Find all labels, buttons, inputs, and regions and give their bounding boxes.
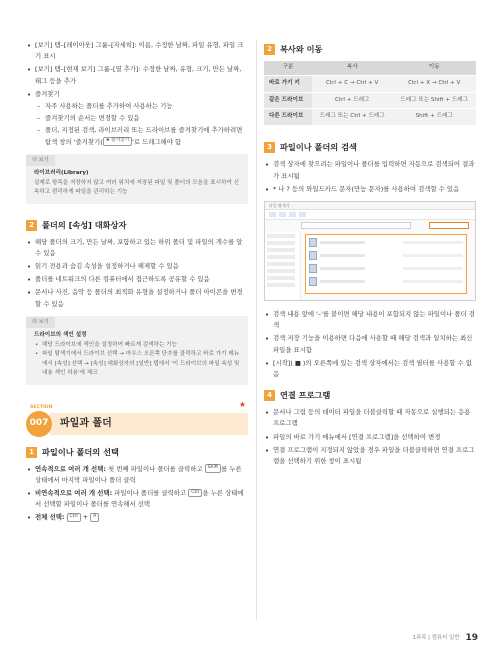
search-results [305, 234, 467, 294]
shift-key: Shift [205, 464, 221, 473]
left-column [26, 40, 248, 526]
dash-item: – 자주 사용하는 폴더를 추가하여 사용하는 기능 [35, 101, 248, 112]
bullet-item: • 검색 저장 기능을 이용하면 다음에 사용할 때 해당 검색과 일치하는 최신 파일을 표시함 [264, 333, 476, 355]
bullet-item: • [보기] 탭–[레이아웃] 그룹–[자세히]: 이름, 수정한 날짜, 파일 유형, 파일 크기 표시 [26, 40, 248, 62]
file-row [309, 264, 463, 273]
window-title: 파일 탐색기 [265, 202, 475, 210]
favorites-list [35, 101, 248, 148]
star-icon: ★ [238, 399, 246, 409]
chapter-small-label: SECTION [30, 404, 53, 410]
column-divider [256, 40, 257, 620]
search-bullets [264, 159, 476, 195]
bullet-item: • 비연속적으로 여러 개 선택: 파일이나 폴더를 클릭하고 Ctrl 을 누른 상태에서 선택할 파일이나 폴더를 연속해서 선택 [26, 488, 248, 510]
bullet-item: • 폴더를 네트워크의 다른 컴퓨터에서 접근하도록 공유할 수 있음 [26, 274, 248, 285]
file-row [309, 251, 463, 260]
section-heading [26, 220, 248, 231]
more-item: • 해당 드라이브에 색인을 설정하여 빠르게 검색하는 기능 [34, 341, 240, 351]
ribbon [265, 210, 475, 220]
bullet-item: • 파일의 바로 가기 메뉴에서 [연결 프로그램]을 선택하여 변경 [264, 432, 476, 443]
bullet-item: • [시작]( ■ )의 오른쪽에 있는 검색 상자에서는 검색 필터를 사용할 수 없음 [264, 358, 476, 380]
file-row [309, 277, 463, 286]
view-bullets [26, 40, 248, 148]
section-heading [26, 447, 248, 458]
chapter-header [26, 399, 248, 437]
favorites-title: 즐겨찾기 [35, 89, 60, 98]
bullet-item: • 해당 폴더의 크기, 만든 날짜, 포함하고 있는 하위 폴더 및 파일의 개수를 알 수 있음 [26, 237, 248, 259]
ctrl-key: Ctrl [67, 513, 81, 522]
page-footer [413, 631, 478, 647]
section-number: 4 [264, 390, 275, 401]
section-title: 연결 프로그램 [280, 390, 331, 401]
table-header: 구분 [264, 61, 312, 75]
chapter-title: 파일과 폴더 [60, 417, 112, 429]
search-box [429, 222, 469, 229]
section-title: 복사와 이동 [280, 44, 323, 55]
properties-bullets [26, 237, 248, 310]
file-icon [309, 238, 317, 247]
bullet-item: • 검색 상자에 찾으려는 파일이나 폴더를 입력하면 자동으로 검색되어 결과가 표시됨 [264, 159, 476, 181]
section-heading [264, 44, 476, 55]
bullet-item: • 전체 선택: Ctrl + A [26, 512, 248, 523]
page-number: 19 [465, 633, 478, 644]
more-item: • 파일 탐색기에서 드라이브 선택 → 마우스 오른쪽 단추를 클릭하고 바로 가기 메뉴에서 [속성] 선택 → [속성] 대화상자의 [일반] 탭에서 '이 드라이브의 파일 속성 및 내용 색인 허용'에 체크 [34, 350, 240, 379]
select-bullets [26, 464, 248, 524]
file-icon [309, 277, 317, 286]
section-heading [264, 390, 476, 401]
table-row: 같은 드라이브 Ctrl + 드래그 드래그 또는 Shift + 드래그 [264, 92, 476, 109]
favorites-badge: ★ 즐겨찾기 [103, 137, 132, 146]
bullet-item: • 문서나 그림 등의 데이터 파일을 더블클릭할 때 자동으로 실행되는 응용 프로그램 [264, 407, 476, 429]
more-heading: 드라이브의 색인 설정 [34, 332, 87, 339]
explorer-screenshot [264, 201, 476, 301]
table-row: 다른 드라이브 드래그 또는 Ctrl + 드래그 Shift + 드래그 [264, 109, 476, 126]
bullet-item: • [보기] 탭–[현재 보기] 그룹–[열 추가]: 수정한 날짜, 유형, 크기, 만든 날짜, 태그 등을 추가 [26, 64, 248, 86]
search-bullets-after [264, 309, 476, 380]
bullet-item: • 연결 프로그램이 지정되지 않았을 경우 파일을 더블클릭하면 연결 프로그램을 선택하기 위한 창이 표시됨 [264, 445, 476, 467]
table-header: 이동 [392, 61, 476, 75]
footer-text: 1과목 | 컴퓨터 일반 [412, 635, 460, 642]
copy-move-table [264, 61, 476, 126]
right-column [264, 44, 476, 469]
file-icon [309, 251, 317, 260]
favorites-item [26, 89, 248, 148]
section-number: 2 [26, 220, 37, 231]
table-header: 복사 [312, 61, 392, 75]
dash-item: – 폴더, 지정된 검색, 라이브러리 또는 드라이브를 즐겨찾기에 추가하려면 탐색 창의 '즐겨찾기( ★ 즐겨찾기 '로 드래그해야 함 [35, 125, 248, 147]
star-icon: ★ [105, 138, 110, 144]
bullet-item: • 검색 내용 앞에 '–'를 붙이면 해당 내용이 포함되지 않는 파일이나 폴더 검색 [264, 309, 476, 331]
more-box-library [26, 154, 248, 204]
section-number: 1 [26, 447, 37, 458]
bullet-item: • 읽기 전용과 숨김 속성을 설정하거나 해제할 수 있음 [26, 261, 248, 272]
file-row [309, 238, 463, 247]
section-number: 2 [264, 44, 275, 55]
section-title: 파일이나 폴더의 선택 [42, 446, 119, 457]
open-with-bullets [264, 407, 476, 467]
chapter-number: 007 [26, 411, 52, 437]
more-heading: 라이브러리(Library) [34, 170, 89, 177]
ctrl-key: Ctrl [188, 489, 202, 498]
file-icon [309, 264, 317, 273]
address-bar [301, 222, 411, 229]
more-text: 실제로 항목을 저장하지 않고 여러 위치에 저장된 파일 및 폴더의 모음을 표시하여 신속하고 편리하게 파일을 관리하는 기능 [34, 179, 240, 196]
section-number: 3 [264, 142, 275, 153]
bullet-item: • * 나 ? 등의 와일드카드 문자(만능 문자)를 사용하여 검색할 수 있음 [264, 184, 476, 195]
section-heading [264, 142, 476, 153]
section-title: 폴더의 [속성] 대화상자 [42, 219, 127, 230]
section-title: 파일이나 폴더의 검색 [280, 142, 357, 153]
navigation-pane [265, 232, 301, 300]
a-key: A [90, 513, 99, 522]
bullet-item: • 연속적으로 여러 개 선택: 첫 번째 파일이나 폴더를 클릭하고 Shift 를 누른 상태에서 마지막 파일이나 폴더 클릭 [26, 464, 248, 486]
bullet-item: • 문서나 사진, 음악 등 폴더의 최적화 유형을 설정하거나 폴더 아이콘을 변경할 수 있음 [26, 287, 248, 309]
table-row: 바로 가기 키 Ctrl + C → Ctrl + V Ctrl + X → Ctrl + V [264, 75, 476, 92]
more-tag: 더 보기 [26, 155, 55, 166]
more-tag: 더 보기 [26, 317, 55, 328]
dash-item: – 즐겨찾기의 순서는 변경할 수 있음 [35, 113, 248, 124]
more-box-index [26, 316, 248, 385]
